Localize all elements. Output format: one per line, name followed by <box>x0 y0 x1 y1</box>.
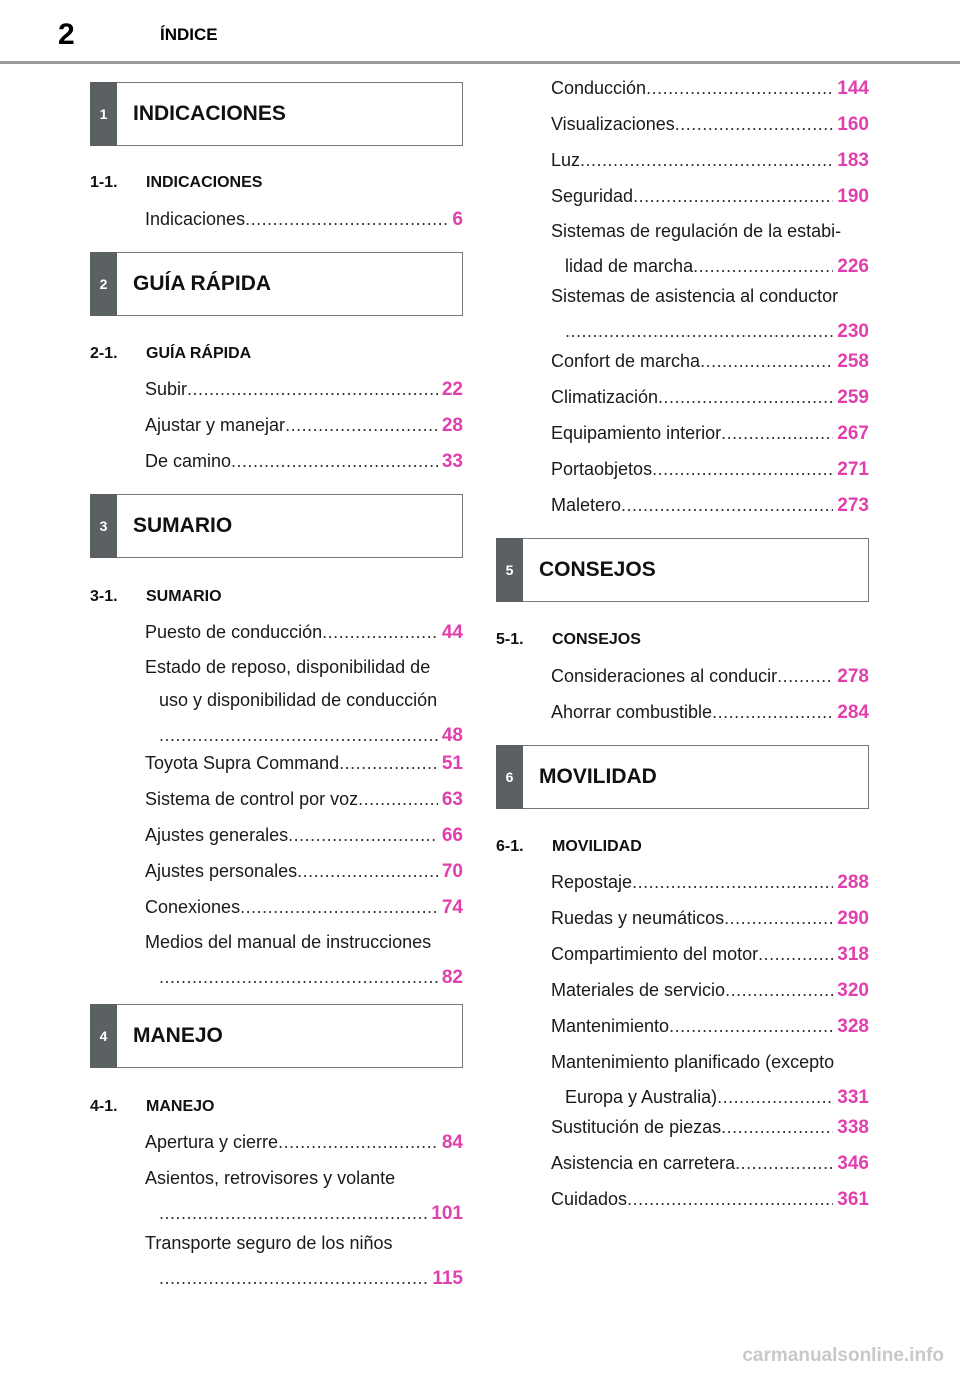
section-tab-number: 5 <box>496 538 523 602</box>
toc-entry[interactable] <box>551 215 869 285</box>
toc-entry-label: De camino <box>145 451 232 471</box>
section-box-guia-rapida[interactable] <box>90 252 463 316</box>
toc-page-link[interactable]: 144 <box>837 78 869 99</box>
header-rule <box>0 61 960 64</box>
dot-leader <box>721 415 833 451</box>
toc-page-link[interactable]: 63 <box>441 789 463 810</box>
chapter-number: 4-1. <box>90 1098 118 1115</box>
section-tab-number: 2 <box>90 252 117 316</box>
toc-page-link[interactable]: 258 <box>837 351 869 372</box>
toc-entry[interactable] <box>551 178 869 215</box>
toc-entry[interactable] <box>145 889 463 926</box>
toc-page-link[interactable]: 290 <box>837 908 869 929</box>
toc-entry[interactable] <box>145 926 463 996</box>
toc-page-link[interactable]: 82 <box>441 967 463 988</box>
toc-entry-label: Conexiones <box>145 897 241 917</box>
toc-entry-label: Mantenimiento <box>551 1016 670 1036</box>
toc-entry[interactable] <box>145 853 463 890</box>
toc-page-link[interactable]: 338 <box>837 1117 869 1138</box>
dot-leader <box>725 972 833 1008</box>
toc-page-link[interactable]: 74 <box>441 897 463 918</box>
toc-entry[interactable] <box>145 817 463 854</box>
dot-leader <box>288 817 438 853</box>
section-tab-number: 6 <box>496 745 523 809</box>
chapter-heading <box>90 174 262 192</box>
chapter-heading <box>90 588 222 606</box>
toc-entry[interactable] <box>551 658 869 695</box>
chapter-title: MANEJO <box>146 1098 215 1115</box>
toc-page-link[interactable]: 66 <box>441 825 463 846</box>
chapter-title: SUMARIO <box>146 588 222 605</box>
chapter-heading <box>90 345 251 363</box>
toc-entry[interactable] <box>551 70 869 107</box>
toc-entry[interactable] <box>551 106 869 143</box>
toc-entry-label: Ajustar y manejar <box>145 415 286 435</box>
toc-page-link[interactable]: 33 <box>441 451 463 472</box>
section-title: INDICACIONES <box>133 102 286 125</box>
dot-leader <box>358 781 438 817</box>
toc-entry[interactable] <box>145 371 463 408</box>
toc-entry[interactable] <box>145 651 463 754</box>
toc-page-link[interactable]: 346 <box>837 1153 869 1174</box>
section-tab-number: 1 <box>90 82 117 146</box>
toc-entry[interactable] <box>145 781 463 818</box>
dot-leader <box>159 959 438 995</box>
toc-entry-label: Ajustes personales <box>145 861 298 881</box>
chapter-number: 6-1. <box>496 838 524 855</box>
toc-entry[interactable] <box>551 694 869 731</box>
toc-entry-label: Toyota Supra Command <box>145 753 340 773</box>
toc-entry[interactable] <box>551 343 869 380</box>
toc-entry[interactable] <box>145 201 463 238</box>
dot-leader <box>297 853 438 889</box>
toc-page-link[interactable]: 271 <box>837 459 869 480</box>
dot-leader <box>278 1124 438 1160</box>
dot-leader <box>231 443 438 479</box>
toc-entry[interactable] <box>551 972 869 1009</box>
chapter-heading <box>90 1098 214 1116</box>
toc-page-link[interactable]: 318 <box>837 944 869 965</box>
section-box-manejo[interactable] <box>90 1004 463 1068</box>
dot-leader <box>652 451 833 487</box>
toc-entry[interactable] <box>551 280 869 350</box>
toc-entry-label: Equipamiento interior <box>551 423 722 443</box>
dot-leader <box>712 694 833 730</box>
toc-entry-label: Climatización <box>551 387 659 407</box>
toc-page-link[interactable]: 320 <box>837 980 869 1001</box>
toc-page-link[interactable]: 259 <box>837 387 869 408</box>
toc-entry-label: Sustitución de piezas <box>551 1117 722 1137</box>
toc-entry[interactable] <box>551 900 869 937</box>
dot-leader <box>621 487 833 523</box>
toc-entry-label: Luz <box>551 150 581 170</box>
dot-leader <box>632 864 833 900</box>
toc-page-link[interactable]: 51 <box>441 753 463 774</box>
toc-entry[interactable] <box>551 1109 869 1146</box>
chapter-number: 5-1. <box>496 631 524 648</box>
toc-entry-label: Conducción <box>551 78 647 98</box>
dot-leader <box>675 106 834 142</box>
toc-entry-label: Consideraciones al conducir <box>551 666 778 686</box>
toc-entry-label: Mantenimiento planificado (excepto <box>551 1052 835 1072</box>
chapter-title: INDICACIONES <box>146 174 263 191</box>
toc-entry[interactable] <box>551 1046 869 1116</box>
dot-leader <box>758 936 833 972</box>
dot-leader <box>721 1109 833 1145</box>
toc-page-link[interactable]: 361 <box>837 1189 869 1210</box>
dot-leader <box>339 745 438 781</box>
page-number: 2 <box>58 18 75 51</box>
toc-page-link[interactable]: 278 <box>837 666 869 687</box>
section-box-sumario[interactable] <box>90 494 463 558</box>
dot-leader <box>658 379 833 415</box>
toc-entry-label: Indicaciones <box>145 209 246 229</box>
toc-page-link[interactable]: 267 <box>837 423 869 444</box>
dot-leader <box>159 1195 427 1231</box>
toc-entry-label: Sistemas de asistencia al conductor <box>551 286 839 306</box>
toc-entry-label-continued: Europa y Australia) <box>565 1087 718 1107</box>
toc-page-link[interactable]: 22 <box>441 379 463 400</box>
toc-entry[interactable] <box>145 1124 463 1161</box>
toc-entry[interactable] <box>145 1162 463 1232</box>
dot-leader <box>187 371 438 407</box>
dot-leader <box>724 900 833 936</box>
dot-leader <box>627 1181 833 1217</box>
toc-entry[interactable] <box>551 487 869 524</box>
toc-entry-label: Puesto de conducción <box>145 622 323 642</box>
toc-entry-label: Confort de marcha <box>551 351 701 371</box>
toc-entry[interactable] <box>551 415 869 452</box>
chapter-number: 2-1. <box>90 345 118 362</box>
toc-page-link[interactable]: 48 <box>441 725 463 746</box>
chapter-heading <box>496 631 641 649</box>
section-title: GUÍA RÁPIDA <box>133 272 272 295</box>
toc-entry[interactable] <box>145 407 463 444</box>
section-title: CONSEJOS <box>539 558 656 581</box>
toc-entry-label: Materiales de servicio <box>551 980 726 1000</box>
section-box-indicaciones[interactable] <box>90 82 463 146</box>
toc-page-link[interactable]: 28 <box>441 415 463 436</box>
toc-entry-label: Portaobjetos <box>551 459 653 479</box>
chapter-title: CONSEJOS <box>552 631 641 648</box>
toc-page-link[interactable]: 331 <box>837 1087 869 1108</box>
toc-entry[interactable] <box>551 451 869 488</box>
section-box-consejos[interactable] <box>496 538 869 602</box>
toc-entry-label-continued: lidad de marcha <box>565 256 694 276</box>
toc-page-link[interactable]: 273 <box>837 495 869 516</box>
dot-leader <box>580 142 833 178</box>
toc-page-link[interactable]: 183 <box>837 150 869 171</box>
chapter-title: GUÍA RÁPIDA <box>146 345 252 362</box>
toc-entry-label: Ruedas y neumáticos <box>551 908 725 928</box>
dot-leader <box>735 1145 833 1181</box>
toc-entry[interactable] <box>145 1227 463 1297</box>
dot-leader <box>285 407 438 443</box>
toc-page-link[interactable]: 284 <box>837 702 869 723</box>
toc-page-link[interactable]: 230 <box>837 321 869 342</box>
toc-entry[interactable] <box>551 1181 869 1218</box>
toc-page-link[interactable]: 84 <box>441 1132 463 1153</box>
chapter-number: 3-1. <box>90 588 118 605</box>
toc-entry-label: Cuidados <box>551 1189 628 1209</box>
chapter-title: MOVILIDAD <box>552 838 642 855</box>
toc-entry-label: Seguridad <box>551 186 634 206</box>
section-box-movilidad[interactable] <box>496 745 869 809</box>
toc-entry-label: Apertura y cierre <box>145 1132 279 1152</box>
toc-entry-label: Subir <box>145 379 188 399</box>
dot-leader <box>693 248 833 284</box>
section-title: SUMARIO <box>133 514 233 537</box>
page-title: ÍNDICE <box>160 25 218 44</box>
page-header <box>0 0 960 66</box>
toc-entry[interactable] <box>551 864 869 901</box>
toc-entry-label: Compartimiento del motor <box>551 944 759 964</box>
dot-leader <box>245 201 448 237</box>
toc-page-link[interactable]: 328 <box>837 1016 869 1037</box>
toc-page-link[interactable]: 226 <box>837 256 869 277</box>
toc-entry[interactable] <box>551 379 869 416</box>
toc-page-link[interactable]: 288 <box>837 872 869 893</box>
dot-leader <box>646 70 833 106</box>
section-tab-number: 4 <box>90 1004 117 1068</box>
toc-entry[interactable] <box>551 1145 869 1182</box>
toc-page-link[interactable]: 44 <box>441 622 463 643</box>
toc-entry[interactable] <box>145 745 463 782</box>
section-tab-number: 3 <box>90 494 117 558</box>
toc-entry[interactable] <box>551 936 869 973</box>
dot-leader <box>777 658 833 694</box>
toc-entry-label: Asistencia en carretera <box>551 1153 736 1173</box>
toc-entry[interactable] <box>145 443 463 480</box>
chapter-number: 1-1. <box>90 174 118 191</box>
toc-entry-label: Ajustes generales <box>145 825 289 845</box>
dot-leader <box>322 614 438 650</box>
toc-entry-label: Sistema de control por voz <box>145 789 359 809</box>
toc-entry-label: Asientos, retrovisores y volante <box>145 1168 396 1188</box>
dot-leader <box>240 889 438 925</box>
toc-page-link[interactable]: 160 <box>837 114 869 135</box>
section-title: MOVILIDAD <box>539 765 657 788</box>
toc-entry-label: Sistemas de regulación de la estabi- <box>551 221 842 241</box>
toc-entry-label-continued: uso y disponibilidad de conducción <box>159 690 438 710</box>
toc-page-link[interactable]: 6 <box>452 209 463 230</box>
toc-page-link[interactable]: 101 <box>431 1203 463 1224</box>
dot-leader <box>159 1260 428 1296</box>
toc-entry-label: Repostaje <box>551 872 633 892</box>
toc-entry-label: Maletero <box>551 495 622 515</box>
toc-entry-label: Ahorrar combustible <box>551 702 713 722</box>
dot-leader <box>669 1008 833 1044</box>
toc-page-link[interactable]: 70 <box>441 861 463 882</box>
dot-leader <box>633 178 833 214</box>
section-title: MANEJO <box>133 1024 223 1047</box>
toc-entry-label: Estado de reposo, disponibilidad de <box>145 657 431 677</box>
chapter-heading <box>496 838 642 856</box>
toc-entry[interactable] <box>551 142 869 179</box>
toc-page-link[interactable]: 190 <box>837 186 869 207</box>
dot-leader <box>700 343 833 379</box>
toc-entry-label: Medios del manual de instrucciones <box>145 932 432 952</box>
toc-page-link[interactable]: 115 <box>432 1268 463 1289</box>
toc-entry[interactable] <box>145 614 463 651</box>
watermark-text: carmanualsonline.info <box>742 1345 944 1366</box>
toc-entry-label: Visualizaciones <box>551 114 675 134</box>
toc-entry[interactable] <box>551 1008 869 1045</box>
toc-entry-label: Transporte seguro de los niños <box>145 1233 393 1253</box>
